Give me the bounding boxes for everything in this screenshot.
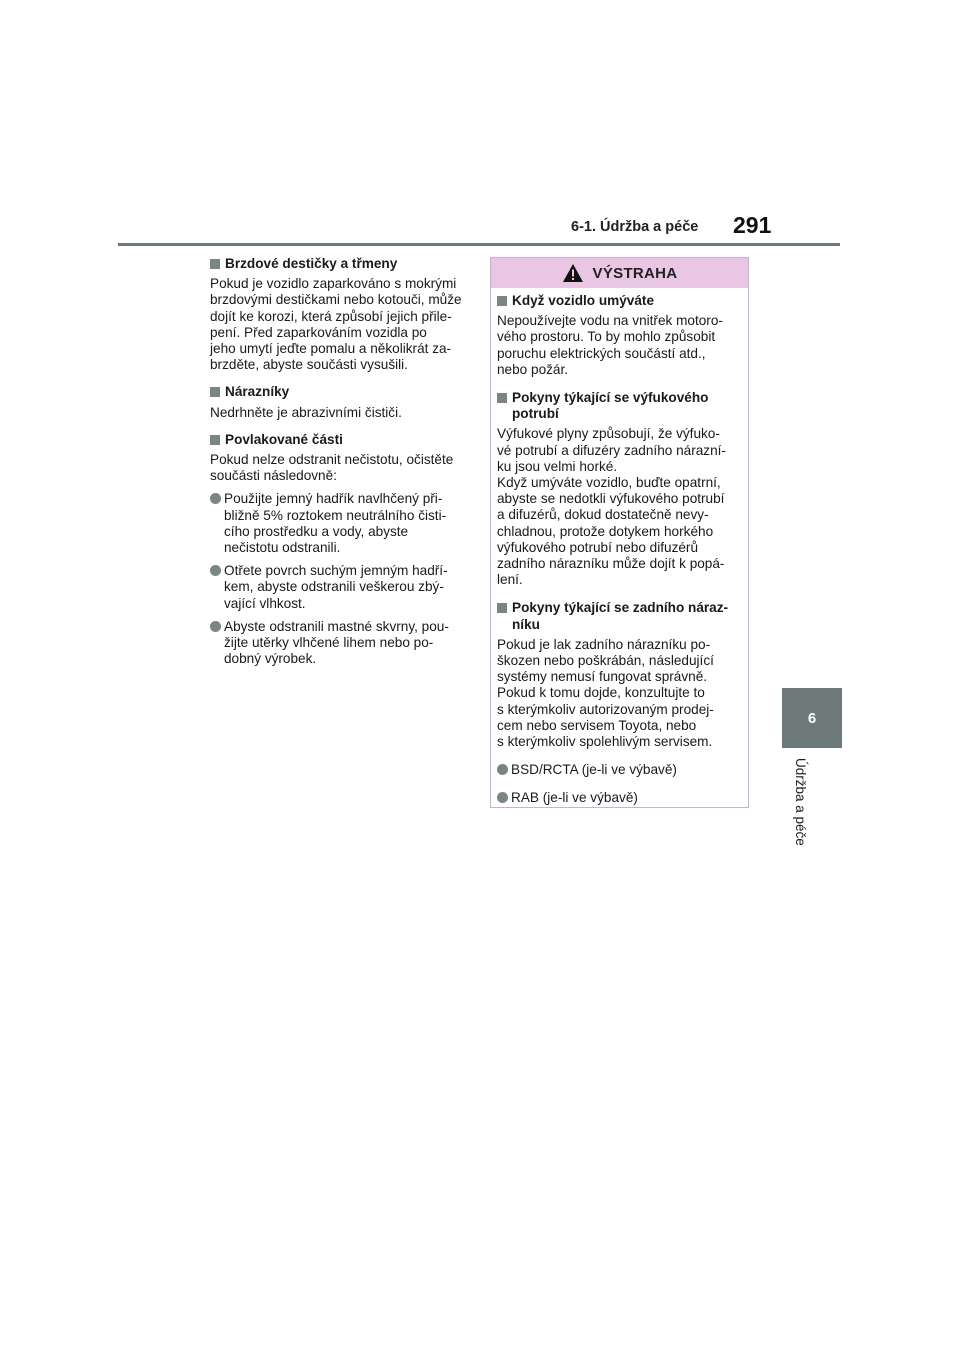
paragraph: Výfukové plyny způsobují, že výfuko- vé potrubí a difuzéry zadního nárazní- ku jsou velmi horké. Když umýváte vozidlo, buďte opatrní, abyste se nedotkli výfukového potrubí a difuzérů, dokud dostatečně nevy- chladnou, protože dotykem horkého výfukového potrubí nebo difuzérů zadního nárazníku může dojít k popá- lení. <box>497 426 726 588</box>
list-item <box>210 491 466 556</box>
heading-text: Brzdové destičky a třmeny <box>225 256 398 271</box>
warning-box <box>490 257 749 808</box>
round-bullet-icon <box>210 493 221 504</box>
section-heading <box>210 384 466 400</box>
list-item <box>210 563 466 612</box>
warning-triangle-icon <box>562 263 584 283</box>
section-heading <box>497 390 740 422</box>
page-number: 291 <box>733 212 772 238</box>
section-heading <box>497 293 740 309</box>
left-column <box>210 256 466 667</box>
round-bullet-icon <box>497 764 508 775</box>
square-bullet-icon <box>210 435 220 445</box>
square-bullet-icon <box>497 603 507 613</box>
heading-text: Pokyny týkající se výfukového potrubí <box>512 390 709 422</box>
list-item-text: Abyste odstranili mastné skvrny, pou- žijte utěrky vlhčené lihem nebo po- dobný výrobek. <box>224 618 449 667</box>
list-item <box>497 790 740 806</box>
square-bullet-icon <box>497 296 507 306</box>
square-bullet-icon <box>497 393 507 403</box>
list-item-text: Použijte jemný hadřík navlhčený při- bližně 5% roztokem neutrálního čisti- cího prostředku a vody, abyste nečistotu odstranili. <box>224 491 447 556</box>
round-bullet-icon <box>210 565 221 576</box>
header-divider <box>118 243 840 246</box>
paragraph: Nedrhněte je abrazivními čističi. <box>210 404 402 420</box>
chapter-tab <box>782 688 842 748</box>
warning-body <box>491 288 748 807</box>
warning-title: VÝSTRAHA <box>592 264 678 282</box>
list-item-text: Otřete povrch suchým jemným hadří- kem, abyste odstranili veškerou zbý- vající vlhkost. <box>224 563 448 611</box>
list-item-text: RAB (je-li ve výbavě) <box>511 790 638 806</box>
list-item <box>497 762 740 778</box>
round-bullet-icon <box>210 621 221 632</box>
section-heading <box>210 432 466 448</box>
paragraph: Pokud je lak zadního nárazníku po- škozen nebo poškrábán, následující systémy nemusí fungovat správně. Pokud k tomu dojde, konzultujte to s kterýmkoliv autorizovaným prodej- cem nebo servisem Toyota, nebo s kterýmkoliv spolehlivým servisem. <box>497 636 714 750</box>
square-bullet-icon <box>210 259 220 269</box>
section-title: 6-1. Údržba a péče <box>571 219 699 235</box>
paragraph: Pokud je vozidlo zaparkováno s mokrými brzdovými destičkami nebo kotouči, může dojít ke korozi, která způsobí jejich přile- pení. Před zaparkováním vozidla po jeho umytí jeďte pomalu a několikrát za- brzděte, abyste součásti vysušili. <box>210 276 462 373</box>
heading-text: Když vozidlo umýváte <box>512 293 655 308</box>
square-bullet-icon <box>210 387 220 397</box>
heading-text: Nárazníky <box>225 384 290 400</box>
warning-header <box>491 258 748 288</box>
heading-text: Pokyny týkající se zadního náraz- níku <box>512 600 729 632</box>
chapter-number: 6 <box>807 709 817 727</box>
round-bullet-icon <box>497 792 508 803</box>
heading-text: Povlakované části <box>225 431 343 447</box>
paragraph: Pokud nelze odstranit nečistotu, očistěte součásti následovně: <box>210 452 454 484</box>
paragraph: Nepoužívejte vodu na vnitřek motoro- vého prostoru. To by mohlo způsobit poruchu elektrických součástí atd., nebo požár. <box>497 313 723 377</box>
list-item-text: BSD/RCTA (je-li ve výbavě) <box>511 762 677 778</box>
chapter-title: Údržba a péče <box>793 758 808 846</box>
section-heading <box>210 256 466 272</box>
section-heading <box>497 600 740 632</box>
list-item <box>210 619 466 668</box>
